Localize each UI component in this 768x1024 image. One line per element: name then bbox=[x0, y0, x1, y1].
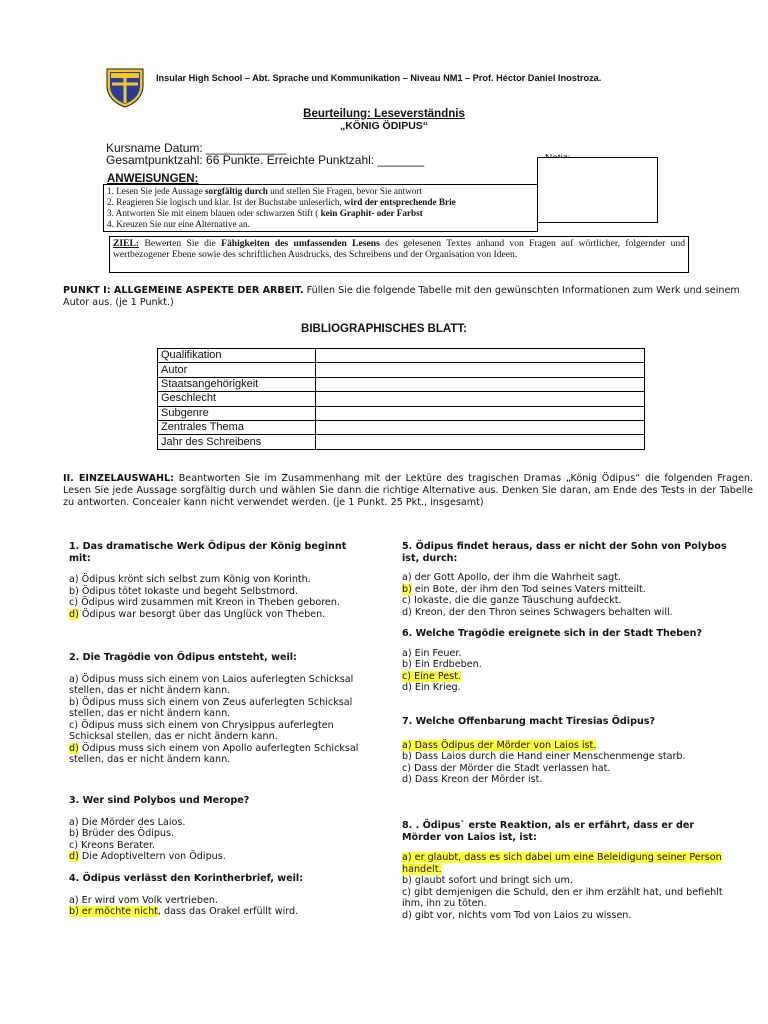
option-c[interactable]: c) Eine Pest. bbox=[402, 670, 461, 682]
option-d[interactable]: d) Ödipus muss sich einem von Apollo auferlegten Schicksal stellen, das er nicht ändern kann. bbox=[69, 742, 359, 765]
question-8 bbox=[402, 820, 727, 921]
option-b[interactable]: b) er möchte nicht, dass das Orakel erfüllt wird. bbox=[69, 906, 299, 917]
option-b[interactable]: b) Brüder des Ödipus. bbox=[69, 828, 175, 839]
question-title: 3. Wer sind Polybos und Merope? bbox=[69, 795, 250, 806]
question-2 bbox=[69, 652, 369, 766]
section-2-instructions: II. EINZELAUSWAHL: Beantworten Sie im Zusammenhang mit der Lektüre des tragischen Dramas „König Ödipus“ die folgenden Fragen. Lesen Sie jede Aussage sorgfältig durch und wählen Sie dann die richtige Alternative aus. Denken Sie daran, am Ende des Tests in der Tabelle zu antworten. Concealer kann nicht verwendet werden. (je 1 Punkt. 25 Pkt., insgesamt) bbox=[63, 473, 753, 508]
instruction-item: 3. Antworten Sie mit einem blauen oder schwarzen Stift ( kein Graphit- oder Farbst bbox=[107, 208, 423, 218]
question-title: 7. Welche Offenbarung macht Tiresias Ödipus? bbox=[402, 716, 656, 727]
table-row bbox=[158, 435, 645, 449]
table-row bbox=[158, 392, 645, 406]
question-title: 6. Welche Tragödie ereignete sich in der Stadt Theben? bbox=[402, 628, 703, 639]
answer-cell[interactable] bbox=[316, 406, 645, 420]
answer-cell[interactable] bbox=[316, 363, 645, 377]
question-title: 5. Ödipus findet heraus, dass er nicht der Sohn von Polybos ist, durch: bbox=[402, 541, 727, 564]
score-line: Gesamtpunktzahl: 66 Punkte. Erreichte Punktzahl: _______ bbox=[106, 153, 425, 167]
course-date-line: Kursname Datum: ____________ bbox=[106, 141, 287, 155]
row-label: Subgenre bbox=[158, 406, 316, 420]
bibliography-title: BIBLIOGRAPHISCHES BLATT: bbox=[301, 323, 467, 335]
question-6 bbox=[402, 628, 727, 694]
question-7 bbox=[402, 716, 727, 786]
table-row bbox=[158, 406, 645, 420]
question-3 bbox=[69, 795, 369, 863]
option-c[interactable]: c) Kreons Berater. bbox=[69, 839, 156, 851]
question-4 bbox=[69, 873, 369, 918]
option-a[interactable]: a) Ein Feuer. bbox=[402, 647, 462, 659]
page-title: Beurteilung: Leseverständnis bbox=[303, 108, 465, 120]
option-d[interactable]: d) gibt vor, nichts vom Tod von Laios zu wissen. bbox=[402, 909, 632, 921]
instructions-list bbox=[107, 186, 537, 230]
question-title: 1. Das dramatische Werk Ödipus der König beginnt mit: bbox=[69, 541, 347, 564]
question-title: 8. . Ödipus` erste Reaktion, als er erfährt, dass er der Mörder von Laios ist, ist: bbox=[402, 820, 695, 843]
option-d[interactable]: d) Ödipus war besorgt über das Unglück von Theben. bbox=[69, 608, 326, 620]
table-row bbox=[158, 420, 645, 434]
option-d[interactable]: d) Dass Kreon der Mörder ist. bbox=[402, 774, 543, 785]
instruction-item: 1. Lesen Sie jede Aussage sorgfältig durch und stellen Sie Fragen, bevor Sie antwort bbox=[107, 186, 422, 196]
option-b[interactable]: b) glaubt sofort und bringt sich um. bbox=[402, 875, 573, 886]
objective-box: ZIEL: Bewerten Sie die Fähigkeiten des umfassenden Lesens des gelesenen Textes anhand von Fragen auf wörtlicher, folgernder und wertbezogener Ebene sowie des schriftlichen Ausdrucks, des Schreibens und der Organisation von Ideen. bbox=[109, 236, 689, 273]
answer-cell[interactable] bbox=[316, 349, 645, 363]
row-label: Geschlecht bbox=[158, 392, 316, 406]
option-a[interactable]: a) er glaubt, dass es sich dabei um eine Beleidigung seiner Person handelt. bbox=[402, 852, 722, 875]
table-row bbox=[158, 349, 645, 363]
table-row bbox=[158, 377, 645, 391]
option-a[interactable]: a) Dass Ödipus der Mörder von Laios ist. bbox=[402, 739, 597, 751]
section-1-instructions: PUNKT I: ALLGEMEINE ASPEKTE DER ARBEIT. Füllen Sie die folgende Tabelle mit den gewünschten Informationen zum Werk und seinem Autor aus. (je 1 Punkt.) bbox=[63, 285, 740, 308]
page-subtitle: „KÖNIG ÖDIPUS“ bbox=[339, 120, 429, 132]
option-c[interactable]: c) Ödipus muss sich einem von Chrysippus auferlegten Schicksal stellen, das er nicht ändern kann. bbox=[69, 719, 334, 742]
instruction-item: 2. Reagieren Sie logisch und klar. Ist der Buchstabe unleserlich, wird der entsprechende Brie bbox=[107, 197, 456, 207]
option-c[interactable]: c) Dass der Mörder die Stadt verlassen hat. bbox=[402, 762, 611, 774]
option-a[interactable]: a) der Gott Apollo, der ihm die Wahrheit sagt. bbox=[402, 572, 622, 583]
row-label: Autor bbox=[158, 363, 316, 377]
row-label: Qualifikation bbox=[158, 349, 316, 363]
row-label: Staatsangehörigkeit bbox=[158, 377, 316, 391]
option-b[interactable]: b) Ödipus muss sich einem von Zeus auferlegten Schicksal stellen, das er nicht ändern kann. bbox=[69, 696, 353, 719]
answer-cell[interactable] bbox=[316, 435, 645, 449]
instructions-title: ANWEISUNGEN: bbox=[107, 173, 199, 185]
school-shield-icon bbox=[104, 66, 146, 108]
option-b[interactable]: b) Dass Laios durch die Hand einer Menschenmenge starb. bbox=[402, 751, 686, 762]
option-c[interactable]: c) Iokaste, die die ganze Täuschung aufdeckt. bbox=[402, 595, 622, 606]
school-header: Insular High School – Abt. Sprache und Kommunikation – Niveau NM1 – Prof. Héctor Daniel Inostroza. bbox=[156, 73, 602, 83]
option-d[interactable]: d) Die Adoptiveltern von Ödipus. bbox=[69, 851, 226, 862]
row-label: Jahr des Schreibens bbox=[158, 435, 316, 449]
answer-cell[interactable] bbox=[316, 377, 645, 391]
option-a[interactable]: a) Ödipus muss sich einem von Laios auferlegten Schicksal stellen, das er nicht ändern kann. bbox=[69, 673, 354, 696]
question-1 bbox=[69, 541, 369, 620]
option-a[interactable]: a) Ödipus krönt sich selbst zum König von Korinth. bbox=[69, 574, 311, 585]
answer-cell[interactable] bbox=[316, 392, 645, 406]
option-d[interactable]: d) Kreon, der den Thron seines Schwagers behalten will. bbox=[402, 606, 673, 618]
option-c[interactable]: c) gibt demjenigen die Schuld, den er ihm erzählt hat, und befiehlt ihm, ihn zu töten. bbox=[402, 886, 723, 909]
table-row bbox=[158, 363, 645, 377]
option-a[interactable]: a) Die Mörder des Laios. bbox=[69, 816, 186, 828]
option-a[interactable]: a) Er wird vom Volk vertrieben. bbox=[69, 894, 218, 906]
answer-cell[interactable] bbox=[316, 420, 645, 434]
question-title: 4. Ödipus verlässt den Korintherbrief, weil: bbox=[69, 873, 304, 884]
option-c[interactable]: c) Ödipus wird zusammen mit Kreon in Theben geboren. bbox=[69, 597, 340, 608]
row-label: Zentrales Thema bbox=[158, 420, 316, 434]
bibliography-table bbox=[157, 348, 645, 450]
option-b[interactable]: b) Ödipus tötet Iokaste und begeht Selbstmord. bbox=[69, 585, 299, 597]
grade-box bbox=[537, 157, 658, 223]
instruction-item: 4. Kreuzen Sie nur eine Alternative an. bbox=[107, 219, 250, 229]
option-b[interactable]: b) ein Bote, der ihm den Tod seines Vaters mitteilt. bbox=[402, 583, 646, 595]
option-b[interactable]: b) Ein Erdbeben. bbox=[402, 659, 482, 670]
question-5 bbox=[402, 541, 727, 618]
question-title: 2. Die Tragödie von Ödipus entsteht, weil: bbox=[69, 652, 297, 663]
option-d[interactable]: d) Ein Krieg. bbox=[402, 682, 461, 693]
